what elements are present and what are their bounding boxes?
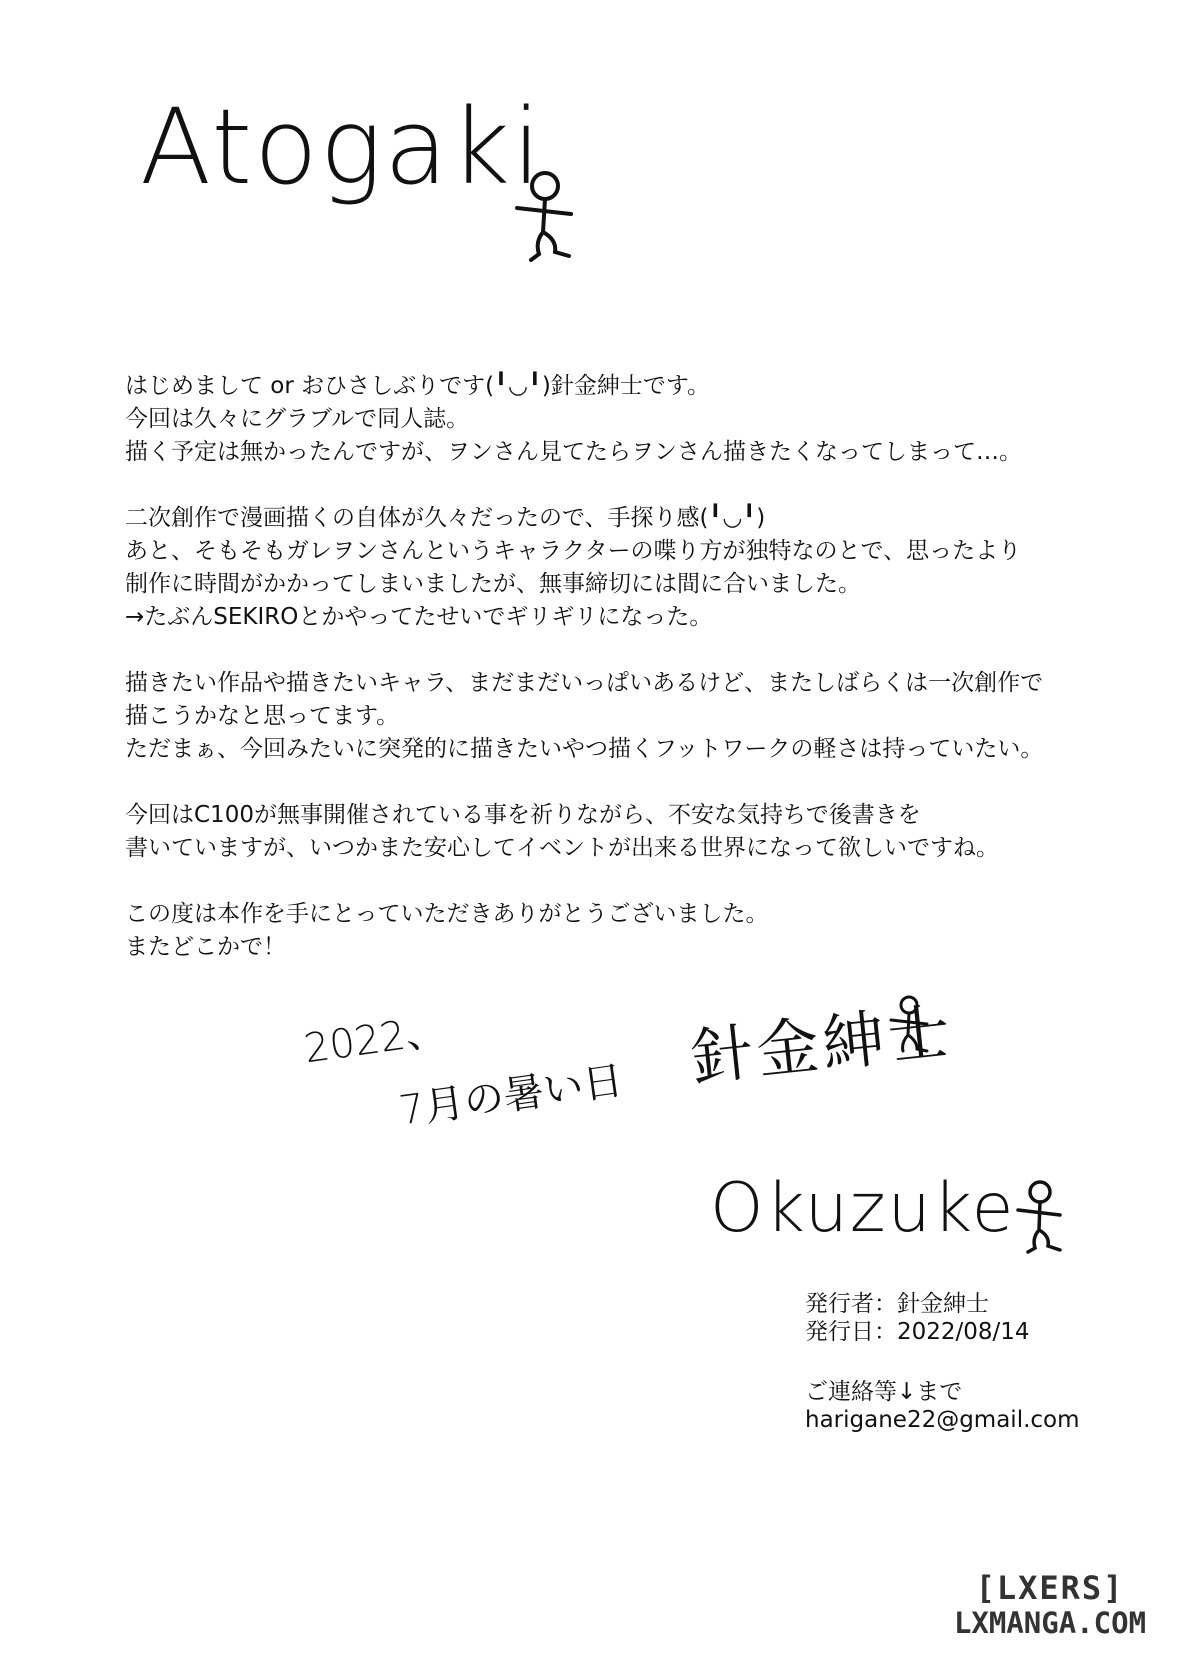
text-line: 書いていますが、いつかまた安心してイベントが出来る世界になって欲しいですね。 xyxy=(125,835,999,861)
author-signature: 針金紳士 xyxy=(687,994,958,1095)
site-watermark xyxy=(920,1570,1180,1640)
paragraph xyxy=(125,898,1125,964)
contact-email: harigane22@gmail.com xyxy=(805,1407,1080,1433)
text-line: 描きたい作品や描きたいキャラ、まだまだいっぱいあるけど、またしばらくは一次創作で xyxy=(125,670,1044,696)
text-line: 描こうかなと思ってます。 xyxy=(125,703,400,729)
handwritten-date-day: 7月の暑い日 xyxy=(396,1057,626,1135)
afterword-body xyxy=(125,370,1125,997)
text-line: またどこかで！ xyxy=(125,934,286,960)
text-line: 二次創作で漫画描くの自体が久々だったので、手探り感(╹◡╹) xyxy=(125,505,766,531)
paragraph xyxy=(125,502,1125,634)
watermark-bottom: LXMANGA.COM xyxy=(953,1606,1147,1640)
text-line: はじめまして or おひさしぶりです(╹◡╹)針金紳士です。 xyxy=(125,373,711,399)
text-line: 制作に時間がかかってしまいましたが、無事締切には間に合いました。 xyxy=(125,571,861,597)
issue-date-line: 発行日：2022/08/14 xyxy=(805,1319,1030,1345)
text-line: 今回は久々にグラブルで同人誌。 xyxy=(125,406,470,432)
contact-label: ご連絡等↓まで xyxy=(805,1379,963,1405)
stick-figure-icon xyxy=(885,995,933,1055)
afterword-title: Atogaki xyxy=(140,86,543,208)
handwritten-date-year: 2022、 xyxy=(301,1007,449,1073)
colophon-title: Okuzuke xyxy=(710,1169,1016,1248)
paragraph xyxy=(125,667,1125,766)
watermark-top: [LXERS] xyxy=(975,1569,1125,1607)
paragraph xyxy=(125,799,1125,865)
text-line: 今回はC100が無事開催されている事を祈りながら、不安な気持ちで後書きを xyxy=(125,802,921,828)
stick-figure-icon xyxy=(505,170,575,265)
text-line: ただまぁ、今回みたいに突発的に描きたいやつ描くフットワークの軽さは持っていたい。 xyxy=(125,736,1044,762)
text-line: あと、そもそもガレヲンさんというキャラクターの喋り方が独特なのとで、思ったより xyxy=(125,538,1022,564)
text-line: 描く予定は無かったんですが、ヲンさん見てたらヲンさん描きたくなってしまって…。 xyxy=(125,439,1022,465)
stick-figure-icon xyxy=(1010,1180,1065,1255)
text-line: →たぶんSEKIROとかやってたせいでギリギリになった。 xyxy=(125,604,713,630)
text-line: この度は本作を手にとっていただきありがとうございました。 xyxy=(125,901,769,927)
publisher-line: 発行者：針金紳士 xyxy=(805,1291,989,1317)
paragraph xyxy=(125,370,1125,469)
